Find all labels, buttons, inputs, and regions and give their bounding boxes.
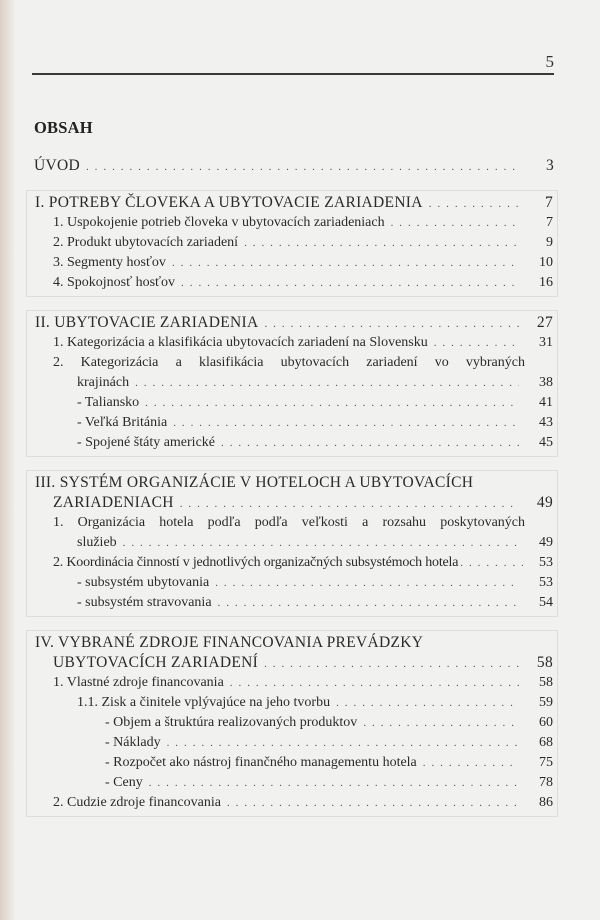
toc-entry-page: 54	[539, 595, 553, 610]
toc-entry-label: IV. VYBRANÉ ZDROJE FINANCOVANIA PREVÁDZKY	[35, 634, 424, 651]
toc-entry-page: 68	[539, 735, 553, 750]
toc-entry-uvod[interactable]	[34, 156, 554, 176]
leader-dots	[363, 713, 519, 733]
leader-dots	[423, 753, 519, 773]
toc-entry-page: 3	[545, 157, 554, 174]
section-gap	[34, 617, 554, 630]
page-number: 5	[545, 52, 554, 71]
toc-entry[interactable]	[35, 553, 553, 573]
toc-entry-page: 58	[539, 675, 553, 690]
toc-entry[interactable]	[35, 213, 553, 233]
toc-entry-page: 16	[539, 275, 553, 290]
toc-section-3	[26, 470, 558, 617]
toc-entry-label: - Veľká Británia	[77, 415, 168, 430]
toc-entry[interactable]	[35, 233, 553, 253]
toc-entry-line1[interactable]	[35, 353, 553, 373]
toc-entry-label: ZARIADENIACH	[53, 494, 174, 511]
toc-entry[interactable]	[35, 433, 553, 453]
toc-entry[interactable]	[35, 273, 553, 293]
toc-entry-page: 86	[539, 795, 553, 810]
toc-section-heading-line2[interactable]	[35, 493, 553, 513]
leader-dots	[173, 413, 519, 433]
toc-entry-page: 10	[539, 255, 553, 270]
toc-entry-label: 3. Segmenty hosťov	[53, 255, 166, 270]
toc-entry-label: 1. Organizácia hotela podľa podľa veľkosti a rozsahu poskytovaných	[53, 515, 525, 530]
toc-entry-label: - Náklady	[105, 735, 161, 750]
toc-entry[interactable]	[35, 693, 553, 713]
toc-entry-label: III. SYSTÉM ORGANIZÁCIE V HOTELOCH A UBYTOVACÍCH	[35, 474, 474, 491]
section-gap	[34, 457, 554, 470]
toc-entry-page: 7	[544, 194, 553, 211]
page-binding-shadow	[0, 0, 14, 920]
toc-entry-page: 75	[539, 755, 553, 770]
leader-dots	[180, 494, 519, 514]
toc-entry[interactable]	[35, 413, 553, 433]
toc-entry-page: 60	[539, 715, 553, 730]
section-gap	[34, 297, 554, 310]
toc-entry[interactable]	[35, 593, 553, 613]
leader-dots	[336, 693, 519, 713]
toc-entry-page: 58	[536, 654, 553, 671]
leader-dots	[429, 194, 519, 214]
leader-dots	[123, 533, 519, 553]
toc-section-heading-line1[interactable]	[35, 633, 553, 653]
toc-entry-page: 49	[539, 535, 553, 550]
leader-dots	[149, 773, 519, 793]
toc-entry-label: 2. Koordinácia činností v jednotlivých organizačných subsystémoch hotela	[53, 555, 459, 570]
leader-dots	[391, 213, 519, 233]
toc-entry-page: 59	[539, 695, 553, 710]
toc-entry-label: ÚVOD	[34, 157, 80, 174]
toc-entry-label: 1.1. Zisk a činitele vplývajúce na jeho tvorbu	[77, 695, 331, 710]
toc-entry-label: služieb	[77, 535, 117, 550]
leader-dots	[145, 393, 519, 413]
toc-entry-line2[interactable]	[35, 373, 553, 393]
toc-entry[interactable]	[35, 573, 553, 593]
leader-dots	[218, 593, 519, 613]
leader-dots	[167, 733, 519, 753]
toc-entry-label: - Spojené štáty americké	[77, 435, 216, 450]
toc-entry[interactable]	[35, 753, 553, 773]
leader-dots	[172, 253, 519, 273]
toc-entry[interactable]	[35, 253, 553, 273]
toc-section-2	[26, 310, 558, 457]
toc-section-4	[26, 630, 558, 817]
toc-entry-page: 53	[539, 575, 553, 590]
leader-dots	[460, 553, 523, 573]
leader-dots	[215, 573, 519, 593]
toc-entry-page: 53	[539, 555, 553, 570]
toc-entry-label: 2. Cudzie zdroje financovania	[53, 795, 221, 810]
toc-entry[interactable]	[35, 393, 553, 413]
toc-entry-label: UBYTOVACÍCH ZARIADENÍ	[53, 654, 259, 671]
toc-entry-page: 31	[539, 335, 553, 350]
toc-entry-label: 2. Produkt ubytovacích zariadení	[53, 235, 239, 250]
leader-dots	[221, 433, 519, 453]
toc-entry-line1[interactable]	[35, 513, 553, 533]
toc-entry-page: 7	[546, 215, 553, 230]
leader-dots	[227, 793, 519, 813]
header-rule	[32, 73, 554, 75]
toc-entry-page: 43	[539, 415, 553, 430]
toc-section-heading-line2[interactable]	[35, 653, 553, 673]
table-of-contents	[34, 118, 554, 817]
toc-section-heading[interactable]	[35, 313, 553, 333]
toc-entry-label: - Ceny	[105, 775, 143, 790]
toc-section-heading[interactable]	[35, 193, 553, 213]
toc-entry[interactable]	[35, 793, 553, 813]
toc-entry-label: 4. Spokojnosť hosťov	[53, 275, 176, 290]
toc-entry-page: 38	[539, 375, 553, 390]
toc-entry-page: 41	[539, 395, 553, 410]
toc-entry-line2[interactable]	[35, 533, 553, 553]
toc-entry-page: 9	[546, 235, 553, 250]
toc-entry-label: 1. Uspokojenie potrieb človeka v ubytovacích zariadeniach	[53, 215, 385, 230]
toc-entry-page: 49	[536, 494, 553, 511]
leader-dots	[86, 157, 520, 177]
toc-entry[interactable]	[35, 733, 553, 753]
toc-entry-label: krajinách	[77, 375, 130, 390]
leader-dots	[434, 333, 519, 353]
leader-dots	[264, 654, 519, 674]
toc-section-heading-line1[interactable]	[35, 473, 553, 493]
toc-entry-label: 1. Vlastné zdroje financovania	[53, 675, 224, 690]
toc-title: OBSAH	[34, 118, 93, 137]
toc-entry-label: 1. Kategorizácia a klasifikácia ubytovacích zariadení na Slovensku	[53, 335, 428, 350]
toc-entry-label: I. POTREBY ČLOVEKA A UBYTOVACIE ZARIADENIA	[35, 194, 423, 211]
toc-section-1	[26, 190, 558, 297]
toc-entry-label: - Taliansko	[77, 395, 140, 410]
toc-entry[interactable]	[35, 333, 553, 353]
leader-dots	[264, 314, 519, 334]
leader-dots	[230, 673, 519, 693]
toc-entry-label: - subsystém stravovania	[77, 595, 212, 610]
toc-entry[interactable]	[35, 673, 553, 693]
toc-entry-page: 45	[539, 435, 553, 450]
toc-entry-page: 78	[539, 775, 553, 790]
leader-dots	[244, 233, 519, 253]
toc-entry[interactable]	[35, 773, 553, 793]
leader-dots	[181, 273, 519, 293]
toc-entry-label: - Rozpočet ako nástroj finančného managementu hotela	[105, 755, 417, 770]
toc-entry-label: - subsystém ubytovania	[77, 575, 210, 590]
leader-dots	[135, 373, 519, 393]
toc-entry[interactable]	[35, 713, 553, 733]
toc-entry-page: 27	[536, 314, 553, 331]
toc-entry-label: II. UBYTOVACIE ZARIADENIA	[35, 314, 259, 331]
toc-entry-label: - Objem a štruktúra realizovaných produktov	[105, 715, 358, 730]
toc-entry-label: 2. Kategorizácia a klasifikácia ubytovacích zariadení vo vybraných	[53, 355, 525, 370]
